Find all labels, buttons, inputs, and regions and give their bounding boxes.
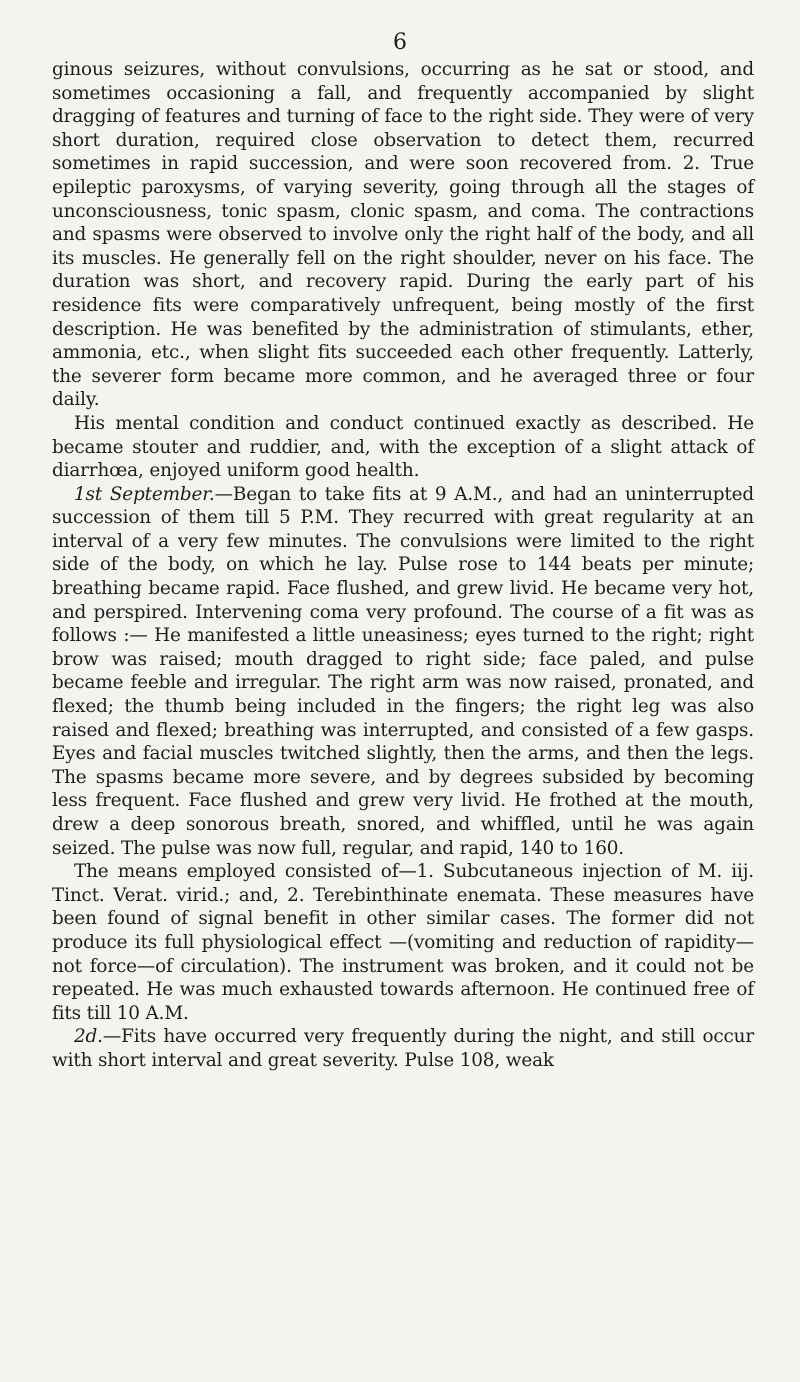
paragraph-text: His mental condition and conduct continued exactly as described. He became stouter and ruddier, and, with the exception of a slight attack of diarrhœa, enjoyed uniform good health. xyxy=(52,412,754,482)
paragraph-mental-condition xyxy=(52,412,754,483)
paragraph-2d xyxy=(52,1025,754,1072)
paragraph-treatment xyxy=(52,860,754,1025)
paragraph-text: —Fits have occurred very frequently during the night, and still occur with short interval and great severity. Pulse 108, weak xyxy=(52,1026,754,1071)
paragraph-text: The means employed consisted of—1. Subcutaneous injection of M. iij. Tinct. Verat. virid.; and, 2. Terebinthinate enemata. These measures have been found of signal benefit in other similar cases. The former did not produce its full physiological effect —(vomiting and reduction of rapidity—not force—of circulation). The instrument was broken, and it could not be repeated. He was much exhausted towards afternoon. He continued free of fits till 10 A.M. xyxy=(52,861,754,1024)
date-heading: 1st September. xyxy=(74,483,215,505)
paragraph-text: ginous seizures, without convulsions, occurring as he sat or stood, and sometimes occasioning a fall, and frequently accompanied by slight dragging of features and turning of face to the right side. They were of very short duration, required close observation to detect them, recurred sometimes in rapid succession, and were soon recovered from. 2. True epileptic paroxysms, of varying severity, going through all the stages of unconsciousness, tonic spasm, clonic spasm, and coma. The contractions and spasms were observed to involve only the right half of the body, and all its muscles. He generally fell on the right shoulder, never on his face. The duration was short, and recovery rapid. During the early part of his residence fits were comparatively unfrequent, being mostly of the first description. He was benefited by the administration of stimulants, ether, ammonia, etc., when slight fits succeeded each other frequently. Latterly, the severer form became more common, and he averaged three or four daily. xyxy=(52,59,754,411)
paragraph-1st-september xyxy=(52,483,754,861)
date-heading: 2d. xyxy=(74,1026,103,1048)
paragraph-seizures xyxy=(52,58,754,412)
body-text xyxy=(52,58,754,1073)
paragraph-text: —Began to take fits at 9 A.M., and had an uninterrupted succession of them till 5 P.M. They recurred with great regularity at an interval of a very few minutes. The convulsions were limited to the right side of the body, on which he lay. Pulse rose to 144 beats per minute; breathing became rapid. Face flushed, and grew livid. He became very hot, and perspired. Intervening coma very profound. The course of a fit was as follows :— He manifested a little uneasiness; eyes turned to the right; right brow was raised; mouth dragged to right side; face paled, and pulse became feeble and irregular. The right arm was now raised, pronated, and flexed; the thumb being included in the fingers; the right leg was also raised and flexed; breathing was interrupted, and consisted of a few gasps. Eyes and facial muscles twitched slightly, then the arms, and then the legs. The spasms became more severe, and by degrees subsided by becoming less frequent. Face flushed and grew very livid. He frothed at the mouth, drew a deep sonorous breath, snored, and whiffled, until he was again seized. The pulse was now full, regular, and rapid, 140 to 160. xyxy=(52,483,754,859)
page-number: 6 xyxy=(393,30,407,55)
